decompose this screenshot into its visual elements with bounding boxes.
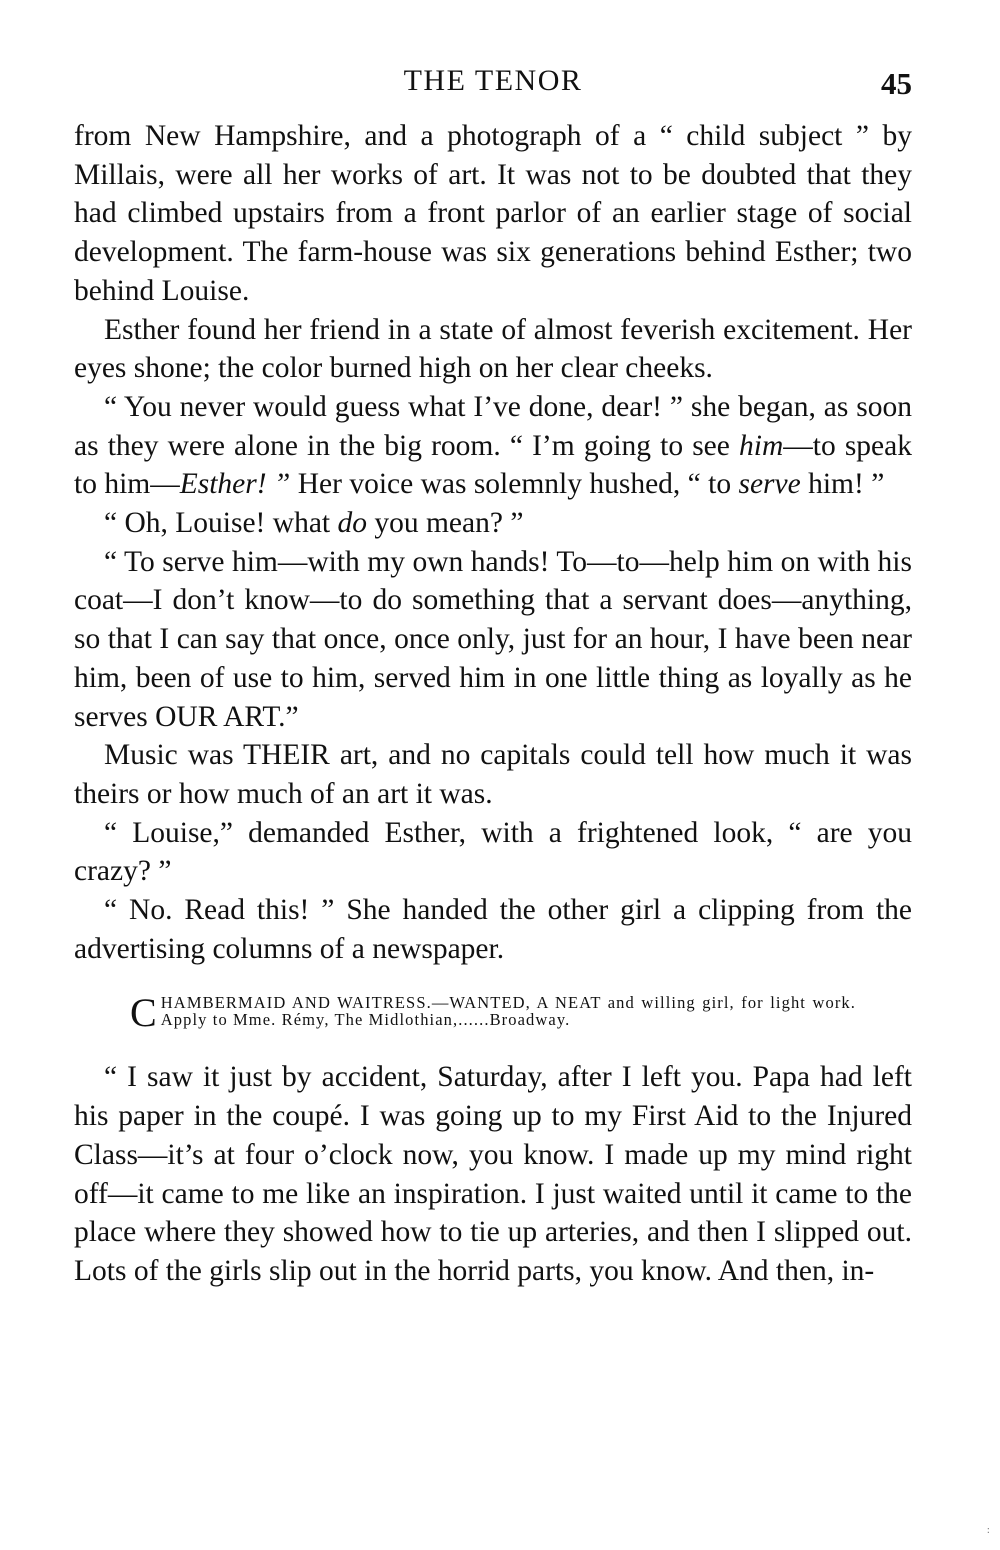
page-number: 45 — [881, 66, 912, 101]
paragraph-7: “ Louise,” demanded Esther, with a frightened look, “ are you crazy? ” — [74, 816, 912, 888]
paragraph-8: “ No. Read this! ” She handed the other girl a clipping from the advertising columns of a newspaper. — [74, 894, 912, 965]
paragraph-3-part-c: Her voice was solemnly hushed, “ to — [290, 468, 739, 501]
paragraph-3-part-d: him! ” — [800, 468, 885, 501]
paragraph-1: from New Hampshire, and a photograph of a “ child subject ” by Millais, were all her works of art. It was not to be doubted that they had climbed upstairs from a front parlor of an earlier stage of social development. The farm-house was six generations behind Esther; two behind Louise. — [74, 120, 912, 307]
running-title: THE TENOR — [403, 64, 583, 97]
advertisement-text: HAMBERMAID AND WAITRESS.—WANTED, A NEAT and willing girl, for light work. Apply to Mme. Rémy, The Midlothian,......Broadway. — [160, 993, 856, 1030]
emphasis-serve: serve — [738, 468, 801, 501]
emphasis-him: him — [739, 429, 784, 462]
paragraph-9: “ I saw it just by accident, Saturday, after I left you. Papa had left his paper in the coupé. I was going up to my First Aid to the Injured Class—it’s at four o’clock now, you know. I made up my mind right off—it came to me like an inspiration. I just waited until it came to the place where they showed how to tie up arteries, and then I slipped out. Lots of the girls slip out in the horrid parts, you know. And then, in- — [74, 1061, 912, 1287]
paragraph-4-part-a: “ Oh, Louise! what — [104, 507, 338, 540]
margin-mark: : — [986, 1525, 990, 1536]
paragraph-3-part-a: “ You never would guess what I’ve done, dear! ” she began, as soon as they were alone in the big room. “ I’m going to see — [74, 390, 912, 462]
newspaper-advertisement — [130, 990, 856, 1036]
advertisement-dropcap: C — [130, 990, 158, 1036]
paragraph-6: Music was THEIR art, and no capitals could tell how much it was theirs or how much of an art it was. — [74, 739, 912, 810]
paragraph-4-part-b: you mean? ” — [366, 507, 524, 540]
paragraph-5: “ To serve him—with my own hands! To—to—help him on with his coat—I don’t know—to do something that a servant does—anything, so that I can say that once, once only, just for an hour, I have been near him, been of use to him, served him in one little thing as loyally as he serves OUR ART.” — [74, 545, 912, 733]
body-text — [74, 117, 912, 1291]
emphasis-do: do — [337, 507, 367, 540]
page-header — [74, 62, 912, 102]
emphasis-esther: Esther! ” — [179, 468, 291, 501]
paragraph-3-part-b: —to speak to him— — [74, 429, 912, 501]
paragraph-4 — [74, 504, 912, 543]
paragraph-3 — [74, 388, 912, 504]
paragraph-2: Esther found her friend in a state of almost feverish excitement. Her eyes shone; the color burned high on her clear cheeks. — [74, 313, 912, 385]
